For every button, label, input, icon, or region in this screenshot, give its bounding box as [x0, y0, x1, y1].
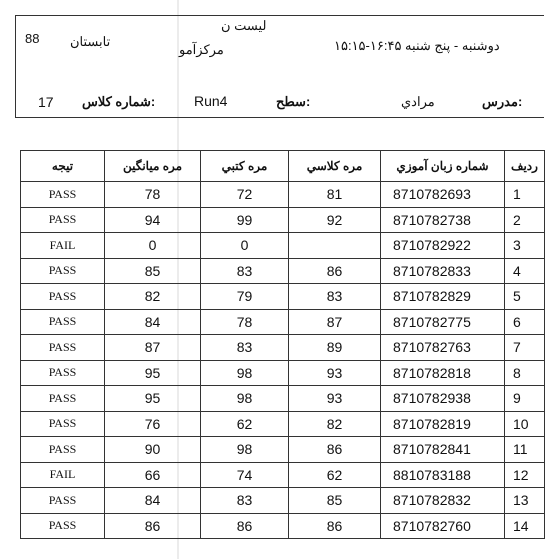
document-title: لیست ن — [221, 18, 267, 33]
row-number-cell: 6 — [505, 309, 545, 335]
average-score-cell: 95 — [105, 360, 201, 386]
class-score-cell: 81 — [289, 182, 381, 208]
table-row — [21, 182, 545, 208]
class-score-cell: 86 — [289, 513, 381, 539]
class-score-cell: 87 — [289, 309, 381, 335]
student-number-cell: 8710782818 — [381, 360, 505, 386]
result-cell: PASS — [21, 488, 105, 514]
level-value: Run4 — [194, 93, 228, 109]
result-cell: FAIL — [21, 462, 105, 488]
table-row — [21, 462, 545, 488]
average-score-cell: 76 — [105, 411, 201, 437]
table-row — [21, 513, 545, 539]
table-row — [21, 335, 545, 361]
written-score-cell: 72 — [201, 182, 289, 208]
average-score-cell: 90 — [105, 437, 201, 463]
row-number-cell: 14 — [505, 513, 545, 539]
written-score-cell: 98 — [201, 386, 289, 412]
result-cell: PASS — [21, 182, 105, 208]
result-cell: PASS — [21, 386, 105, 412]
column-header-class-score: مره كلاسي — [289, 151, 381, 182]
average-score-cell: 85 — [105, 258, 201, 284]
center-name: مرکزآمو — [179, 42, 224, 57]
average-score-cell: 66 — [105, 462, 201, 488]
student-number-cell: 8810783188 — [381, 462, 505, 488]
column-header-written-score: مره كتبي — [201, 151, 289, 182]
result-cell: PASS — [21, 335, 105, 361]
result-cell: FAIL — [21, 233, 105, 259]
written-score-cell: 74 — [201, 462, 289, 488]
row-number-cell: 4 — [505, 258, 545, 284]
row-number-cell: 9 — [505, 386, 545, 412]
student-number-cell: 8710782841 — [381, 437, 505, 463]
class-score-cell: 85 — [289, 488, 381, 514]
student-number-cell: 8710782760 — [381, 513, 505, 539]
class-score-cell — [289, 233, 381, 259]
result-cell: PASS — [21, 437, 105, 463]
table-row — [21, 309, 545, 335]
row-number-cell: 2 — [505, 207, 545, 233]
table-row — [21, 488, 545, 514]
class-score-cell: 93 — [289, 386, 381, 412]
class-score-cell: 62 — [289, 462, 381, 488]
average-score-cell: 78 — [105, 182, 201, 208]
student-number-cell: 8710782938 — [381, 386, 505, 412]
student-number-cell: 8710782738 — [381, 207, 505, 233]
student-number-cell: 8710782693 — [381, 182, 505, 208]
average-score-cell: 94 — [105, 207, 201, 233]
table-row — [21, 411, 545, 437]
student-number-cell: 8710782832 — [381, 488, 505, 514]
teacher-name: مرادي — [401, 94, 435, 109]
grades-table — [20, 150, 545, 539]
table-row — [21, 437, 545, 463]
result-cell: PASS — [21, 513, 105, 539]
written-score-cell: 99 — [201, 207, 289, 233]
average-score-cell: 0 — [105, 233, 201, 259]
class-score-cell: 89 — [289, 335, 381, 361]
result-cell: PASS — [21, 309, 105, 335]
class-score-cell: 82 — [289, 411, 381, 437]
student-number-cell: 8710782775 — [381, 309, 505, 335]
result-cell: PASS — [21, 360, 105, 386]
written-score-cell: 62 — [201, 411, 289, 437]
average-score-cell: 84 — [105, 488, 201, 514]
student-number-cell: 8710782829 — [381, 284, 505, 310]
column-header-row-number: ردیف — [505, 151, 545, 182]
result-cell: PASS — [21, 207, 105, 233]
column-header-student-number: شماره زبان آموزي — [381, 151, 505, 182]
student-number-cell: 8710782819 — [381, 411, 505, 437]
average-score-cell: 87 — [105, 335, 201, 361]
class-score-cell: 86 — [289, 437, 381, 463]
written-score-cell: 83 — [201, 335, 289, 361]
term-code: 88 — [25, 31, 40, 46]
row-number-cell: 8 — [505, 360, 545, 386]
written-score-cell: 83 — [201, 258, 289, 284]
student-number-cell: 8710782922 — [381, 233, 505, 259]
row-number-cell: 1 — [505, 182, 545, 208]
class-score-cell: 86 — [289, 258, 381, 284]
student-number-cell: 8710782763 — [381, 335, 505, 361]
result-cell: PASS — [21, 258, 105, 284]
class-number-label: شماره كلاس: — [82, 94, 156, 109]
class-score-cell: 92 — [289, 207, 381, 233]
row-number-cell: 5 — [505, 284, 545, 310]
table-row — [21, 386, 545, 412]
row-number-cell: 11 — [505, 437, 545, 463]
written-score-cell: 86 — [201, 513, 289, 539]
average-score-cell: 95 — [105, 386, 201, 412]
written-score-cell: 78 — [201, 309, 289, 335]
table-row — [21, 207, 545, 233]
column-header-average-score: مره ميانگين — [105, 151, 201, 182]
written-score-cell: 83 — [201, 488, 289, 514]
average-score-cell: 84 — [105, 309, 201, 335]
written-score-cell: 98 — [201, 360, 289, 386]
table-row — [21, 284, 545, 310]
class-number-value: 17 — [38, 94, 54, 110]
level-label: سطح: — [276, 94, 311, 109]
row-number-cell: 12 — [505, 462, 545, 488]
student-number-cell: 8710782833 — [381, 258, 505, 284]
written-score-cell: 98 — [201, 437, 289, 463]
written-score-cell: 0 — [201, 233, 289, 259]
written-score-cell: 79 — [201, 284, 289, 310]
table-row — [21, 360, 545, 386]
column-header-result: تيجه — [21, 151, 105, 182]
table-header-row — [21, 151, 545, 182]
average-score-cell: 86 — [105, 513, 201, 539]
average-score-cell: 82 — [105, 284, 201, 310]
teacher-label: مدرس: — [482, 94, 523, 109]
result-cell: PASS — [21, 411, 105, 437]
class-score-cell: 93 — [289, 360, 381, 386]
class-schedule: دوشنبه - پنج شنبه ۱۶:۴۵-۱۵:۱۵ — [334, 38, 500, 53]
row-number-cell: 3 — [505, 233, 545, 259]
document-header — [15, 15, 544, 118]
result-cell: PASS — [21, 284, 105, 310]
row-number-cell: 7 — [505, 335, 545, 361]
row-number-cell: 13 — [505, 488, 545, 514]
class-score-cell: 83 — [289, 284, 381, 310]
row-number-cell: 10 — [505, 411, 545, 437]
table-row — [21, 258, 545, 284]
table-row — [21, 233, 545, 259]
term-label: تابستان — [70, 34, 111, 49]
